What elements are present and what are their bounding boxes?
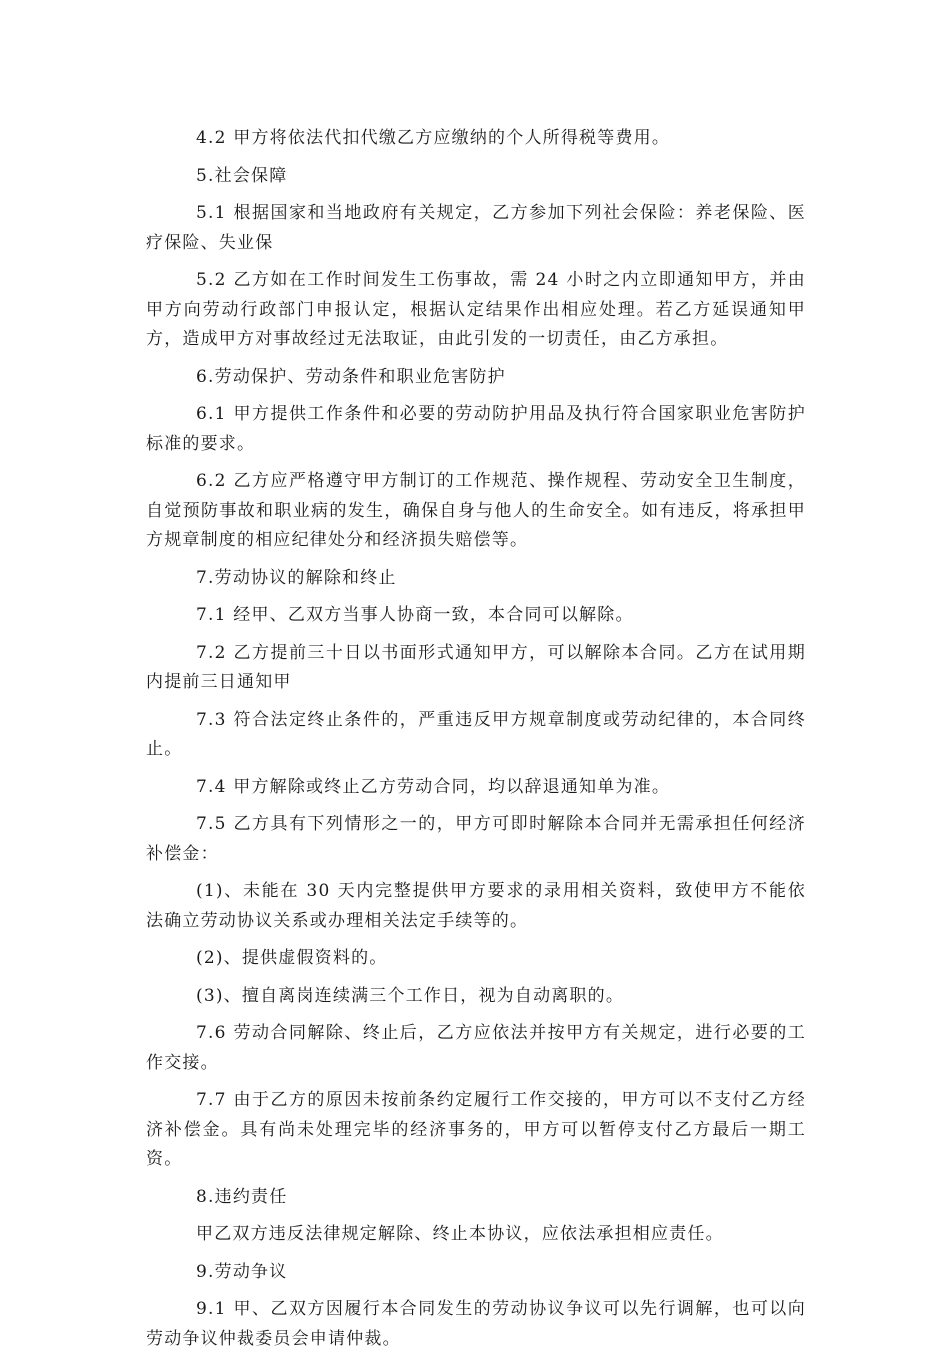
list-item-2: (2)、提供虚假资料的。 xyxy=(196,948,388,968)
heading-8-liability: 8.违约责任 xyxy=(196,1186,288,1207)
heading-6-labor-protection: 6.劳动保护、劳动条件和职业危害防护 xyxy=(196,366,506,387)
paragraph-9-1: 9.1 甲、乙双方因履行本合同发生的劳动协议争议可以先行调解，也可以向劳动争议仲裁委员会申请仲裁。 xyxy=(146,1299,806,1349)
heading-5-social-security: 5.社会保障 xyxy=(196,165,288,186)
paragraph-5-1: 5.1 根据国家和当地政府有关规定，乙方参加下列社会保险：养老保险、医疗保险、失业保 xyxy=(146,203,806,253)
document-page xyxy=(146,124,806,1362)
paragraph-6-2: 6.2 乙方应严格遵守甲方制订的工作规范、操作规程、劳动安全卫生制度，自觉预防事故和职业病的发生，确保自身与他人的生命安全。如有违反，将承担甲方规章制度的相应纪律处分和经济损失赔偿等。 xyxy=(146,471,806,550)
paragraph-6-1: 6.1 甲方提供工作条件和必要的劳动防护用品及执行符合国家职业危害防护标准的要求。 xyxy=(146,404,806,454)
paragraph-7-7: 7.7 由于乙方的原因未按前条约定履行工作交接的，甲方可以不支付乙方经济补偿金。具有尚未处理完毕的经济事务的，甲方可以暂停支付乙方最后一期工资。 xyxy=(146,1090,806,1169)
list-item-3: (3)、擅自离岗连续满三个工作日，视为自动离职的。 xyxy=(196,985,625,1006)
heading-7-termination: 7.劳动协议的解除和终止 xyxy=(196,567,397,588)
paragraph-7-2: 7.2 乙方提前三十日以书面形式通知甲方，可以解除本合同。乙方在试用期内提前三日通知甲 xyxy=(146,642,806,692)
paragraph-7-6: 7.6 劳动合同解除、终止后，乙方应依法并按甲方有关规定，进行必要的工作交接。 xyxy=(146,1023,806,1073)
paragraph-7-3: 7.3 符合法定终止条件的，严重违反甲方规章制度或劳动纪律的，本合同终止。 xyxy=(146,709,806,759)
paragraph-7-5: 7.5 乙方具有下列情形之一的，甲方可即时解除本合同并无需承担任何经济补偿金： xyxy=(146,814,806,864)
paragraph-7-1: 7.1 经甲、乙双方当事人协商一致，本合同可以解除。 xyxy=(196,605,634,625)
paragraph-7-4: 7.4 甲方解除或终止乙方劳动合同，均以辞退通知单为准。 xyxy=(196,776,671,797)
heading-9-labor-dispute: 9.劳动争议 xyxy=(196,1261,288,1282)
paragraph-8: 甲乙双方违反法律规定解除、终止本协议，应依法承担相应责任。 xyxy=(196,1224,724,1244)
paragraph-5-2: 5.2 乙方如在工作时间发生工伤事故，需 24 小时之内立即通知甲方，并由甲方向劳动行政部门申报认定，根据认定结果作出相应处理。若乙方延误通知甲方，造成甲方对事故经过无法取证，由此引发的一切责任，由乙方承担。 xyxy=(146,270,806,349)
list-item-1: (1)、未能在 30 天内完整提供甲方要求的录用相关资料，致使甲方不能依法确立劳动协议关系或办理相关法定手续等的。 xyxy=(146,881,806,931)
paragraph-4-2: 4.2 甲方将依法代扣代缴乙方应缴纳的个人所得税等费用。 xyxy=(196,128,671,148)
